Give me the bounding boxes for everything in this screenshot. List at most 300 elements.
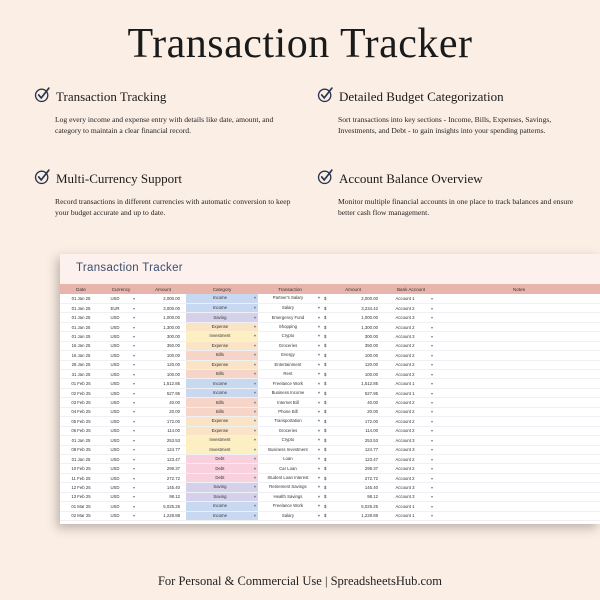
chevron-down-icon[interactable]: ▾ xyxy=(426,332,438,341)
chevron-down-icon[interactable]: ▾ xyxy=(426,351,438,360)
notes-cell[interactable] xyxy=(438,294,600,303)
chevron-down-icon[interactable]: ▾ xyxy=(128,322,140,331)
chevron-down-icon[interactable]: ▾ xyxy=(253,390,257,396)
notes-cell[interactable] xyxy=(438,502,600,511)
transaction-cell[interactable] xyxy=(258,303,322,312)
chevron-down-icon[interactable]: ▾ xyxy=(253,361,257,367)
date-cell[interactable]: 01 Feb 25 xyxy=(60,379,102,388)
category-cell[interactable] xyxy=(186,322,258,331)
bank-account-cell[interactable]: Account 2 xyxy=(384,370,426,379)
chevron-down-icon[interactable]: ▾ xyxy=(317,380,321,386)
bank-account-cell[interactable]: Account 2 xyxy=(384,351,426,360)
category-cell[interactable] xyxy=(186,483,258,492)
chevron-down-icon[interactable]: ▾ xyxy=(426,426,438,435)
chevron-down-icon[interactable]: ▾ xyxy=(128,483,140,492)
transaction-cell[interactable] xyxy=(258,502,322,511)
table-row[interactable] xyxy=(60,379,600,388)
amount-cell[interactable]: 1,512.85 xyxy=(140,379,186,388)
chevron-down-icon[interactable]: ▾ xyxy=(317,475,321,481)
table-row[interactable] xyxy=(60,483,600,492)
bank-account-cell[interactable]: Account 2 xyxy=(384,303,426,312)
chevron-down-icon[interactable]: ▾ xyxy=(253,465,257,471)
cell-value: Expense xyxy=(211,427,229,433)
currency-cell[interactable]: USD xyxy=(102,511,128,520)
table-row[interactable] xyxy=(60,436,600,445)
bank-account-cell[interactable]: Account 1 xyxy=(384,379,426,388)
bank-account-cell[interactable]: Account 2 xyxy=(384,454,426,463)
notes-cell[interactable] xyxy=(438,341,600,350)
chevron-down-icon[interactable]: ▾ xyxy=(317,465,321,471)
bank-account-cell[interactable]: Account 2 xyxy=(384,464,426,473)
bank-account-cell[interactable]: Account 3 xyxy=(384,436,426,445)
amount-cell[interactable]: 145.40 xyxy=(140,483,186,492)
currency-cell[interactable]: USD xyxy=(102,426,128,435)
chevron-down-icon[interactable]: ▾ xyxy=(426,417,438,426)
transaction-cell[interactable] xyxy=(258,341,322,350)
notes-cell[interactable] xyxy=(438,407,600,416)
chevron-down-icon[interactable]: ▾ xyxy=(253,427,257,433)
chevron-down-icon[interactable]: ▾ xyxy=(426,379,438,388)
chevron-down-icon[interactable]: ▾ xyxy=(426,313,438,322)
notes-cell[interactable] xyxy=(438,379,600,388)
chevron-down-icon[interactable]: ▾ xyxy=(253,446,257,452)
date-cell[interactable]: 06 Feb 25 xyxy=(60,426,102,435)
bank-account-cell[interactable]: Account 2 xyxy=(384,322,426,331)
table-row[interactable] xyxy=(60,464,600,473)
chevron-down-icon[interactable]: ▾ xyxy=(317,418,321,424)
chevron-down-icon[interactable]: ▾ xyxy=(253,456,257,462)
bank-account-cell[interactable]: Account 2 xyxy=(384,360,426,369)
date-cell[interactable]: 03 Feb 25 xyxy=(60,398,102,407)
date-cell[interactable]: 01 Jan 25 xyxy=(60,313,102,322)
table-row[interactable] xyxy=(60,473,600,482)
chevron-down-icon[interactable]: ▾ xyxy=(253,484,257,490)
date-cell[interactable]: 01 Jan 25 xyxy=(60,303,102,312)
amount-cell[interactable]: 300.00 xyxy=(140,332,186,341)
bank-account-cell[interactable]: Account 2 xyxy=(384,407,426,416)
chevron-down-icon[interactable]: ▾ xyxy=(317,512,321,518)
chevron-down-icon[interactable]: ▾ xyxy=(317,399,321,405)
category-cell[interactable] xyxy=(186,502,258,511)
chevron-down-icon[interactable]: ▾ xyxy=(426,398,438,407)
chevron-down-icon[interactable]: ▾ xyxy=(426,483,438,492)
date-cell[interactable]: 04 Feb 25 xyxy=(60,407,102,416)
chevron-down-icon[interactable]: ▾ xyxy=(253,295,257,301)
table-row[interactable] xyxy=(60,511,600,520)
chevron-down-icon[interactable]: ▾ xyxy=(426,370,438,379)
amount-cell[interactable]: 40.00 xyxy=(140,398,186,407)
table-row[interactable] xyxy=(60,454,600,463)
chevron-down-icon[interactable]: ▾ xyxy=(128,417,140,426)
chevron-down-icon[interactable]: ▾ xyxy=(253,333,257,339)
chevron-down-icon[interactable]: ▾ xyxy=(128,294,140,303)
currency-cell[interactable]: USD xyxy=(102,502,128,511)
currency-cell[interactable]: USD xyxy=(102,370,128,379)
table-row[interactable] xyxy=(60,351,600,360)
transaction-cell[interactable] xyxy=(258,511,322,520)
date-cell[interactable]: 31 Jan 25 xyxy=(60,370,102,379)
date-cell[interactable]: 01 Jan 25 xyxy=(60,436,102,445)
chevron-down-icon[interactable]: ▾ xyxy=(128,492,140,501)
chevron-down-icon[interactable]: ▾ xyxy=(317,503,321,509)
bank-account-cell[interactable]: Account 3 xyxy=(384,483,426,492)
currency-cell[interactable]: USD xyxy=(102,341,128,350)
transaction-cell[interactable] xyxy=(258,417,322,426)
notes-cell[interactable] xyxy=(438,454,600,463)
notes-cell[interactable] xyxy=(438,436,600,445)
table-row[interactable] xyxy=(60,322,600,331)
category-cell[interactable] xyxy=(186,332,258,341)
currency-cell[interactable]: USD xyxy=(102,483,128,492)
chevron-down-icon[interactable]: ▾ xyxy=(317,314,321,320)
category-cell[interactable] xyxy=(186,473,258,482)
transaction-cell[interactable] xyxy=(258,492,322,501)
chevron-down-icon[interactable]: ▾ xyxy=(253,342,257,348)
chevron-down-icon[interactable]: ▾ xyxy=(128,360,140,369)
category-cell[interactable] xyxy=(186,445,258,454)
chevron-down-icon[interactable]: ▾ xyxy=(426,502,438,511)
transaction-cell[interactable] xyxy=(258,360,322,369)
cell-value: Saving xyxy=(213,484,227,490)
chevron-down-icon[interactable]: ▾ xyxy=(426,464,438,473)
currency-cell[interactable]: USD xyxy=(102,294,128,303)
cell-value: Transportation xyxy=(274,418,302,424)
notes-cell[interactable] xyxy=(438,303,600,312)
table-row[interactable] xyxy=(60,426,600,435)
chevron-down-icon[interactable]: ▾ xyxy=(253,418,257,424)
transaction-cell[interactable] xyxy=(258,473,322,482)
chevron-down-icon[interactable]: ▾ xyxy=(317,484,321,490)
amount-cell[interactable]: 3,000.00 xyxy=(140,303,186,312)
chevron-down-icon[interactable]: ▾ xyxy=(317,305,321,311)
transaction-cell[interactable] xyxy=(258,294,322,303)
transaction-cell[interactable] xyxy=(258,370,322,379)
transaction-cell[interactable] xyxy=(258,379,322,388)
currency-cell[interactable]: USD xyxy=(102,388,128,397)
currency-cell[interactable]: USD xyxy=(102,436,128,445)
currency-cell[interactable]: USD xyxy=(102,351,128,360)
currency-cell[interactable]: USD xyxy=(102,492,128,501)
date-cell[interactable]: 02 Feb 25 xyxy=(60,388,102,397)
currency-cell[interactable]: USD xyxy=(102,360,128,369)
date-cell[interactable]: 16 Jan 25 xyxy=(60,351,102,360)
currency-cell[interactable]: USD xyxy=(102,417,128,426)
bank-account-cell[interactable]: Account 1 xyxy=(384,388,426,397)
cell-value: Phone Bill xyxy=(278,408,298,414)
chevron-down-icon[interactable]: ▾ xyxy=(317,361,321,367)
chevron-down-icon[interactable]: ▾ xyxy=(253,371,257,377)
category-cell[interactable] xyxy=(186,407,258,416)
bank-account-cell[interactable]: Account 1 xyxy=(384,502,426,511)
notes-cell[interactable] xyxy=(438,464,600,473)
currency-cell[interactable]: USD xyxy=(102,464,128,473)
chevron-down-icon[interactable]: ▾ xyxy=(317,408,321,414)
chevron-down-icon[interactable]: ▾ xyxy=(317,333,321,339)
transaction-cell[interactable] xyxy=(258,332,322,341)
amount-cell[interactable]: 20.00 xyxy=(140,407,186,416)
bank-account-cell[interactable]: Account 1 xyxy=(384,511,426,520)
chevron-down-icon[interactable]: ▾ xyxy=(253,503,257,509)
currency-cell[interactable]: USD xyxy=(102,445,128,454)
bank-account-cell[interactable]: Account 2 xyxy=(384,417,426,426)
chevron-down-icon[interactable]: ▾ xyxy=(426,473,438,482)
chevron-down-icon[interactable]: ▾ xyxy=(426,341,438,350)
chevron-down-icon[interactable]: ▾ xyxy=(426,360,438,369)
amount-cell[interactable]: 253.53 xyxy=(140,436,186,445)
category-cell[interactable] xyxy=(186,426,258,435)
chevron-down-icon[interactable]: ▾ xyxy=(253,437,257,443)
table-row[interactable] xyxy=(60,303,600,312)
category-cell[interactable] xyxy=(186,417,258,426)
table-row[interactable] xyxy=(60,417,600,426)
chevron-down-icon[interactable]: ▾ xyxy=(426,445,438,454)
currency-cell[interactable]: USD xyxy=(102,313,128,322)
chevron-down-icon[interactable]: ▾ xyxy=(253,305,257,311)
transaction-cell[interactable] xyxy=(258,388,322,397)
category-cell[interactable] xyxy=(186,351,258,360)
amount-cell[interactable]: 2,000.00 xyxy=(140,294,186,303)
bank-account-cell[interactable]: Account 2 xyxy=(384,398,426,407)
amount-cell[interactable]: 527.95 xyxy=(140,388,186,397)
converted-amount-cell: 100.00 xyxy=(344,351,384,360)
amount-cell[interactable]: 272.72 xyxy=(140,473,186,482)
chevron-down-icon[interactable]: ▾ xyxy=(128,370,140,379)
chevron-down-icon[interactable]: ▾ xyxy=(128,332,140,341)
chevron-down-icon[interactable]: ▾ xyxy=(128,502,140,511)
chevron-down-icon[interactable]: ▾ xyxy=(128,303,140,312)
bank-account-cell[interactable]: Account 3 xyxy=(384,313,426,322)
chevron-down-icon[interactable]: ▾ xyxy=(128,388,140,397)
table-row[interactable] xyxy=(60,388,600,397)
category-cell[interactable] xyxy=(186,436,258,445)
chevron-down-icon[interactable]: ▾ xyxy=(426,322,438,331)
chevron-down-icon[interactable]: ▾ xyxy=(128,445,140,454)
transaction-cell[interactable] xyxy=(258,454,322,463)
date-cell[interactable]: 12 Feb 25 xyxy=(60,483,102,492)
notes-cell[interactable] xyxy=(438,417,600,426)
category-cell[interactable] xyxy=(186,370,258,379)
notes-cell[interactable] xyxy=(438,426,600,435)
date-cell[interactable]: 01 Jan 25 xyxy=(60,454,102,463)
chevron-down-icon[interactable]: ▾ xyxy=(128,473,140,482)
amount-cell[interactable]: 350.00 xyxy=(140,341,186,350)
notes-cell[interactable] xyxy=(438,370,600,379)
spacer-cell xyxy=(332,436,344,445)
cell-value: Emergency Fund xyxy=(271,314,305,320)
notes-cell[interactable] xyxy=(438,313,600,322)
amount-cell[interactable]: 120.00 xyxy=(140,360,186,369)
chevron-down-icon[interactable]: ▾ xyxy=(253,399,257,405)
chevron-down-icon[interactable]: ▾ xyxy=(128,341,140,350)
date-cell[interactable]: 16 Jan 25 xyxy=(60,341,102,350)
category-cell[interactable] xyxy=(186,303,258,312)
chevron-down-icon[interactable]: ▾ xyxy=(426,388,438,397)
currency-cell[interactable]: USD xyxy=(102,332,128,341)
currency-cell[interactable]: USD xyxy=(102,379,128,388)
chevron-down-icon[interactable]: ▾ xyxy=(253,352,257,358)
amount-cell[interactable]: 172.00 xyxy=(140,417,186,426)
category-cell[interactable] xyxy=(186,360,258,369)
bank-account-cell[interactable]: Account 3 xyxy=(384,445,426,454)
currency-cell[interactable]: USD xyxy=(102,322,128,331)
chevron-down-icon[interactable]: ▾ xyxy=(128,351,140,360)
chevron-down-icon[interactable]: ▾ xyxy=(253,475,257,481)
transaction-cell[interactable] xyxy=(258,322,322,331)
spacer-cell xyxy=(332,294,344,303)
chevron-down-icon[interactable]: ▾ xyxy=(426,294,438,303)
notes-cell[interactable] xyxy=(438,332,600,341)
chevron-down-icon[interactable]: ▾ xyxy=(253,380,257,386)
chevron-down-icon[interactable]: ▾ xyxy=(128,407,140,416)
date-cell[interactable]: 05 Feb 25 xyxy=(60,417,102,426)
category-cell[interactable] xyxy=(186,398,258,407)
category-cell[interactable] xyxy=(186,341,258,350)
chevron-down-icon[interactable]: ▾ xyxy=(128,313,140,322)
chevron-down-icon[interactable]: ▾ xyxy=(128,436,140,445)
amount-cell[interactable]: 1,300.00 xyxy=(140,322,186,331)
transaction-cell[interactable] xyxy=(258,445,322,454)
chevron-down-icon[interactable]: ▾ xyxy=(253,314,257,320)
table-row[interactable] xyxy=(60,407,600,416)
chevron-down-icon[interactable]: ▾ xyxy=(317,295,321,301)
category-cell[interactable] xyxy=(186,294,258,303)
chevron-down-icon[interactable]: ▾ xyxy=(426,407,438,416)
chevron-down-icon[interactable]: ▾ xyxy=(317,446,321,452)
table-row[interactable] xyxy=(60,313,600,322)
amount-cell[interactable]: 123.47 xyxy=(140,454,186,463)
chevron-down-icon[interactable]: ▾ xyxy=(317,437,321,443)
chevron-down-icon[interactable]: ▾ xyxy=(317,371,321,377)
amount-cell[interactable]: 98.12 xyxy=(140,492,186,501)
transaction-cell[interactable] xyxy=(258,436,322,445)
currency-cell[interactable]: USD xyxy=(102,407,128,416)
category-cell[interactable] xyxy=(186,511,258,520)
amount-cell[interactable]: 100.00 xyxy=(140,370,186,379)
transaction-cell[interactable] xyxy=(258,464,322,473)
chevron-down-icon[interactable]: ▾ xyxy=(317,493,321,499)
notes-cell[interactable] xyxy=(438,398,600,407)
chevron-down-icon[interactable]: ▾ xyxy=(128,511,140,520)
table-row[interactable] xyxy=(60,398,600,407)
chevron-down-icon[interactable]: ▾ xyxy=(426,492,438,501)
date-cell[interactable]: 10 Feb 25 xyxy=(60,464,102,473)
date-cell[interactable]: 01 Jan 25 xyxy=(60,294,102,303)
notes-cell[interactable] xyxy=(438,511,600,520)
notes-cell[interactable] xyxy=(438,483,600,492)
converted-amount-cell: 98.12 xyxy=(344,492,384,501)
category-cell[interactable] xyxy=(186,454,258,463)
amount-cell[interactable]: 5,025.25 xyxy=(140,502,186,511)
table-row[interactable] xyxy=(60,360,600,369)
bank-account-cell[interactable]: Account 3 xyxy=(384,332,426,341)
chevron-down-icon[interactable]: ▾ xyxy=(253,324,257,330)
chevron-down-icon[interactable]: ▾ xyxy=(426,454,438,463)
amount-cell[interactable]: 114.00 xyxy=(140,426,186,435)
amount-cell[interactable]: 1,228.88 xyxy=(140,511,186,520)
chevron-down-icon[interactable]: ▾ xyxy=(128,398,140,407)
transaction-cell[interactable] xyxy=(258,407,322,416)
table-row[interactable] xyxy=(60,445,600,454)
notes-cell[interactable] xyxy=(438,351,600,360)
table-row[interactable] xyxy=(60,502,600,511)
bank-account-cell[interactable]: Account 2 xyxy=(384,473,426,482)
chevron-down-icon[interactable]: ▾ xyxy=(253,512,257,518)
date-cell[interactable]: 08 Feb 25 xyxy=(60,445,102,454)
amount-cell[interactable]: 100.00 xyxy=(140,351,186,360)
currency-cell[interactable]: USD xyxy=(102,473,128,482)
amount-cell[interactable]: 299.37 xyxy=(140,464,186,473)
date-cell[interactable]: 01 Mar 25 xyxy=(60,502,102,511)
category-cell[interactable] xyxy=(186,313,258,322)
date-cell[interactable]: 01 Jan 25 xyxy=(60,322,102,331)
notes-cell[interactable] xyxy=(438,445,600,454)
notes-cell[interactable] xyxy=(438,388,600,397)
date-cell[interactable]: 02 Mar 25 xyxy=(60,511,102,520)
bank-account-cell[interactable]: Account 2 xyxy=(384,341,426,350)
currency-cell[interactable]: USD xyxy=(102,454,128,463)
amount-cell[interactable]: 1,000.00 xyxy=(140,313,186,322)
chevron-down-icon[interactable]: ▾ xyxy=(128,464,140,473)
date-cell[interactable]: 11 Feb 25 xyxy=(60,473,102,482)
chevron-down-icon[interactable]: ▾ xyxy=(317,352,321,358)
table-row[interactable] xyxy=(60,492,600,501)
table-row[interactable] xyxy=(60,341,600,350)
checkmark-circle-icon xyxy=(317,86,334,107)
transaction-cell[interactable] xyxy=(258,483,322,492)
notes-cell[interactable] xyxy=(438,492,600,501)
bank-account-cell[interactable]: Account 3 xyxy=(384,492,426,501)
category-cell[interactable] xyxy=(186,492,258,501)
category-cell[interactable] xyxy=(186,379,258,388)
chevron-down-icon[interactable]: ▾ xyxy=(317,456,321,462)
date-cell[interactable]: 13 Feb 25 xyxy=(60,492,102,501)
chevron-down-icon[interactable]: ▾ xyxy=(128,379,140,388)
chevron-down-icon[interactable]: ▾ xyxy=(426,436,438,445)
category-cell[interactable] xyxy=(186,464,258,473)
chevron-down-icon[interactable]: ▾ xyxy=(128,454,140,463)
table-row[interactable] xyxy=(60,294,600,303)
chevron-down-icon[interactable]: ▾ xyxy=(317,390,321,396)
amount-cell[interactable]: 124.77 xyxy=(140,445,186,454)
transaction-cell[interactable] xyxy=(258,398,322,407)
transaction-cell[interactable] xyxy=(258,426,322,435)
chevron-down-icon[interactable]: ▾ xyxy=(317,342,321,348)
category-cell[interactable] xyxy=(186,388,258,397)
date-cell[interactable]: 01 Jan 25 xyxy=(60,332,102,341)
bank-account-cell[interactable]: Account 2 xyxy=(384,426,426,435)
bank-account-cell[interactable]: Account 1 xyxy=(384,294,426,303)
cell-value: Health Savings xyxy=(273,493,303,499)
chevron-down-icon[interactable]: ▾ xyxy=(426,303,438,312)
notes-cell[interactable] xyxy=(438,360,600,369)
chevron-down-icon[interactable]: ▾ xyxy=(317,427,321,433)
transaction-cell[interactable] xyxy=(258,351,322,360)
chevron-down-icon[interactable]: ▾ xyxy=(253,408,257,414)
notes-cell[interactable] xyxy=(438,322,600,331)
notes-cell[interactable] xyxy=(438,473,600,482)
currency-cell[interactable]: EUR xyxy=(102,303,128,312)
chevron-down-icon[interactable]: ▾ xyxy=(128,426,140,435)
table-row[interactable] xyxy=(60,332,600,341)
currency-cell[interactable]: USD xyxy=(102,398,128,407)
transaction-cell[interactable] xyxy=(258,313,322,322)
chevron-down-icon[interactable]: ▾ xyxy=(426,511,438,520)
chevron-down-icon[interactable]: ▾ xyxy=(317,324,321,330)
chevron-down-icon[interactable]: ▾ xyxy=(253,493,257,499)
date-cell[interactable]: 28 Jan 25 xyxy=(60,360,102,369)
table-row[interactable] xyxy=(60,370,600,379)
header-notes: Notes xyxy=(438,284,600,294)
